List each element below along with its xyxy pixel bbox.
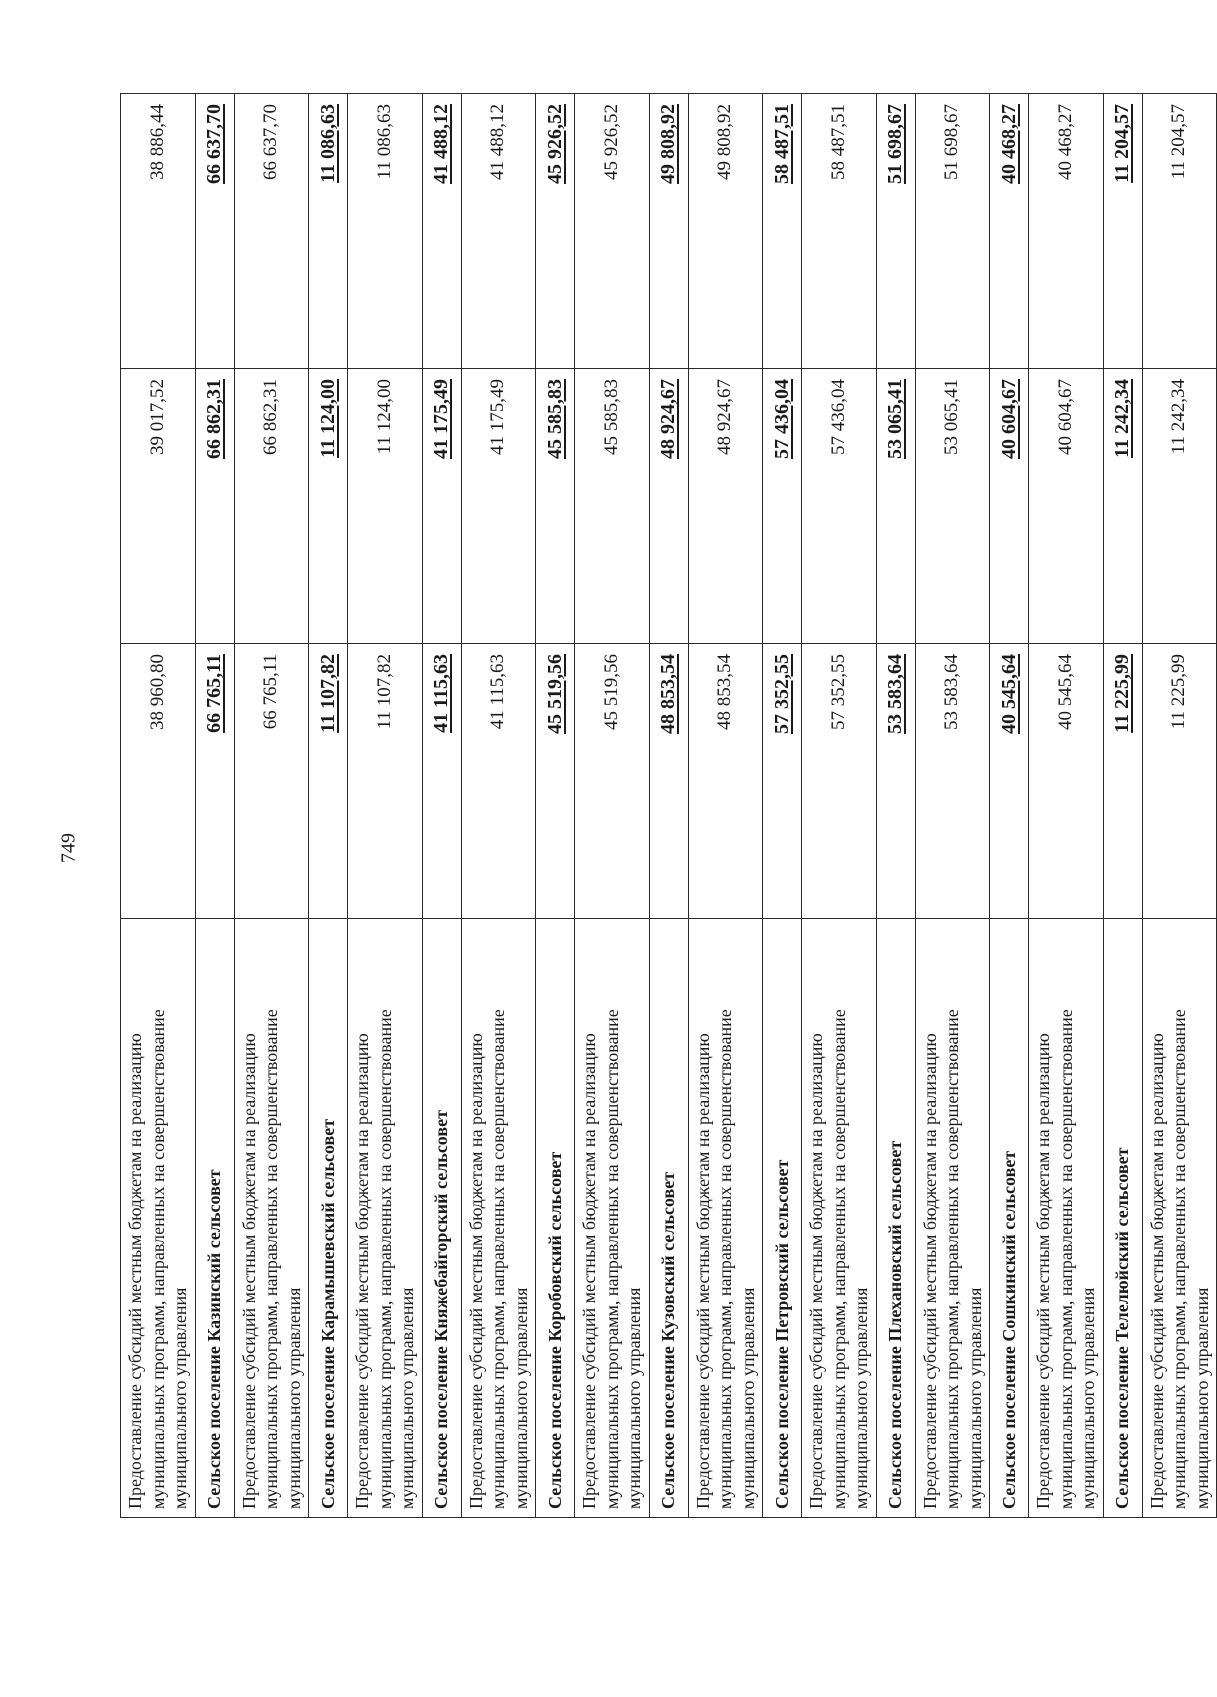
settlement-row	[536, 94, 575, 1518]
amount-year-2	[121, 369, 196, 644]
amount-value: 58 487,51	[770, 104, 793, 184]
amount-year-2	[348, 369, 423, 644]
amount-year-3	[536, 94, 575, 369]
amount-year-3	[1142, 94, 1217, 369]
amount-value: 51 698,67	[941, 104, 963, 180]
page-number: 749	[57, 833, 80, 863]
budget-table	[120, 93, 1217, 1518]
amount-value: 66 637,70	[203, 104, 225, 184]
budget-table-body	[121, 94, 1217, 1518]
settlement-name: Сельское поселение Коробовский сельсовет	[536, 919, 575, 1518]
amount-year-1	[915, 644, 990, 919]
amount-value: 45 519,56	[600, 654, 622, 730]
subsidy-row	[348, 94, 423, 1518]
amount-value: 38 886,44	[146, 104, 168, 180]
amount-year-1	[763, 644, 802, 919]
amount-value: 53 583,64	[884, 654, 906, 734]
subsidy-description: Предоставление субсидий местным бюджетам на реализацию муниципальных программ, направленных на совершенствование муниципального управления	[1029, 919, 1104, 1518]
amount-value: 41 488,12	[430, 104, 452, 184]
amount-value: 48 853,54	[714, 654, 736, 730]
amount-year-3	[121, 94, 196, 369]
amount-year-1	[121, 644, 196, 919]
amount-value: 40 545,64	[997, 654, 1020, 734]
amount-value: 11 107,82	[373, 654, 395, 730]
amount-year-1	[461, 644, 536, 919]
subsidy-row	[688, 94, 763, 1518]
amount-year-2	[876, 369, 915, 644]
amount-value: 11 225,99	[1111, 654, 1133, 733]
amount-year-1	[575, 644, 650, 919]
amount-year-2	[688, 369, 763, 644]
amount-value: 11 124,00	[316, 379, 339, 458]
amount-value: 48 924,67	[714, 379, 736, 455]
amount-year-1	[195, 644, 234, 919]
subsidy-description: Предоставление субсидий местным бюджетам на реализацию муниципальных программ, направленных на совершенствование муниципального управления	[348, 919, 423, 1518]
amount-value: 40 545,64	[1054, 654, 1076, 730]
amount-year-1	[688, 644, 763, 919]
amount-year-2	[802, 369, 877, 644]
amount-year-2	[649, 369, 688, 644]
subsidy-description: Предоставление субсидий местным бюджетам на реализацию муниципальных программ, направленных на совершенствование муниципального управления	[802, 919, 877, 1518]
amount-value: 39 017,52	[146, 379, 168, 455]
amount-year-3	[309, 94, 348, 369]
settlement-name: Сельское поселение Кузовский сельсовет	[649, 919, 688, 1518]
amount-value: 41 115,63	[487, 654, 509, 730]
amount-year-3	[234, 94, 309, 369]
subsidy-row	[802, 94, 877, 1518]
amount-value: 41 115,63	[430, 654, 452, 733]
amount-year-3	[763, 94, 802, 369]
amount-year-2	[234, 369, 309, 644]
amount-year-3	[1103, 94, 1142, 369]
amount-value: 11 225,99	[1168, 654, 1190, 730]
amount-value: 48 924,67	[657, 379, 679, 459]
amount-value: 38 960,80	[146, 654, 168, 730]
subsidy-row	[121, 94, 196, 1518]
amount-value: 40 604,67	[997, 379, 1020, 459]
amount-value: 45 926,52	[600, 104, 622, 180]
amount-value: 57 352,55	[827, 654, 849, 730]
amount-year-1	[649, 644, 688, 919]
subsidy-description: Предоставление субсидий местным бюджетам на реализацию муниципальных программ, направленных на совершенствование муниципального управления	[915, 919, 990, 1518]
amount-year-2	[990, 369, 1029, 644]
subsidy-row	[915, 94, 990, 1518]
subsidy-row	[234, 94, 309, 1518]
amount-value: 48 853,54	[657, 654, 679, 734]
subsidy-description: Предоставление субсидий местным бюджетам на реализацию муниципальных программ, направленных на совершенствование муниципального управления	[575, 919, 650, 1518]
amount-year-2	[461, 369, 536, 644]
settlement-name: Сельское поселение Карамышевский сельсовет	[309, 919, 348, 1518]
settlement-row	[876, 94, 915, 1518]
settlement-name: Сельское поселение Петровский сельсовет	[763, 919, 802, 1518]
settlement-name: Сельское поселение Княжебайгорский сельсовет	[422, 919, 461, 1518]
amount-year-1	[802, 644, 877, 919]
amount-value: 45 926,52	[543, 104, 566, 184]
subsidy-row	[575, 94, 650, 1518]
amount-year-2	[915, 369, 990, 644]
settlement-row	[990, 94, 1029, 1518]
amount-year-3	[688, 94, 763, 369]
amount-value: 57 352,55	[770, 654, 793, 734]
amount-year-3	[195, 94, 234, 369]
budget-table-frame	[120, 104, 1212, 1518]
subsidy-row	[1029, 94, 1104, 1518]
amount-value: 58 487,51	[827, 104, 849, 180]
settlement-row	[1103, 94, 1142, 1518]
amount-year-3	[915, 94, 990, 369]
amount-year-2	[309, 369, 348, 644]
amount-value: 53 065,41	[941, 379, 963, 455]
amount-year-2	[763, 369, 802, 644]
amount-value: 57 436,04	[770, 379, 793, 459]
subsidy-description: Предоставление субсидий местным бюджетам на реализацию муниципальных программ, направленных на совершенствование муниципального управления	[1142, 919, 1217, 1518]
settlement-name: Сельское поселение Плехановский сельсовет	[876, 919, 915, 1518]
amount-year-3	[461, 94, 536, 369]
settlement-row	[763, 94, 802, 1518]
amount-value: 41 488,12	[487, 104, 509, 180]
amount-value: 11 124,00	[373, 379, 395, 455]
amount-year-1	[309, 644, 348, 919]
amount-value: 40 468,27	[997, 104, 1020, 184]
subsidy-row	[1142, 94, 1217, 1518]
amount-year-2	[1142, 369, 1217, 644]
amount-year-3	[649, 94, 688, 369]
amount-year-2	[536, 369, 575, 644]
amount-year-3	[990, 94, 1029, 369]
settlement-name: Сельское поселение Казинский сельсовет	[195, 919, 234, 1518]
settlement-row	[422, 94, 461, 1518]
amount-year-3	[876, 94, 915, 369]
amount-year-2	[195, 369, 234, 644]
settlement-row	[195, 94, 234, 1518]
amount-value: 40 604,67	[1054, 379, 1076, 455]
amount-value: 45 585,83	[600, 379, 622, 455]
amount-year-3	[348, 94, 423, 369]
amount-value: 11 086,63	[373, 104, 395, 180]
rotated-page-area	[120, 104, 1212, 1518]
amount-year-1	[234, 644, 309, 919]
amount-value: 49 808,92	[657, 104, 679, 184]
subsidy-description: Предоставление субсидий местным бюджетам на реализацию муниципальных программ, направленных на совершенствование муниципального управления	[461, 919, 536, 1518]
settlement-name: Сельское поселение Сошкинский сельсовет	[990, 919, 1029, 1518]
amount-value: 11 204,57	[1168, 104, 1190, 180]
amount-value: 66 765,11	[203, 654, 225, 733]
amount-year-2	[575, 369, 650, 644]
amount-year-1	[348, 644, 423, 919]
amount-value: 51 698,67	[884, 104, 906, 184]
settlement-row	[309, 94, 348, 1518]
amount-value: 66 862,31	[260, 379, 282, 455]
amount-value: 49 808,92	[714, 104, 736, 180]
settlement-name: Сельское поселение Телелюйский сельсовет	[1103, 919, 1142, 1518]
amount-year-3	[1029, 94, 1104, 369]
amount-value: 40 468,27	[1054, 104, 1076, 180]
amount-year-1	[990, 644, 1029, 919]
amount-value: 11 204,57	[1111, 104, 1133, 183]
amount-value: 11 242,34	[1111, 379, 1133, 458]
subsidy-description: Предоставление субсидий местным бюджетам на реализацию муниципальных программ, направленных на совершенствование муниципального управления	[688, 919, 763, 1518]
amount-year-2	[1103, 369, 1142, 644]
amount-year-3	[802, 94, 877, 369]
amount-value: 45 585,83	[543, 379, 566, 459]
amount-value: 11 107,82	[316, 654, 339, 733]
amount-year-2	[1029, 369, 1104, 644]
amount-year-1	[536, 644, 575, 919]
amount-value: 45 519,56	[543, 654, 566, 734]
settlement-row	[649, 94, 688, 1518]
amount-value: 11 242,34	[1168, 379, 1190, 455]
amount-value: 41 175,49	[487, 379, 509, 455]
amount-value: 41 175,49	[430, 379, 452, 459]
amount-value: 53 583,64	[941, 654, 963, 730]
amount-value: 11 086,63	[316, 104, 339, 183]
amount-year-3	[575, 94, 650, 369]
amount-year-3	[422, 94, 461, 369]
amount-year-1	[876, 644, 915, 919]
subsidy-description: Предоставление субсидий местным бюджетам на реализацию муниципальных программ, направленных на совершенствование муниципального управления	[234, 919, 309, 1518]
amount-value: 66 765,11	[260, 654, 282, 730]
amount-year-1	[1103, 644, 1142, 919]
amount-year-1	[1142, 644, 1217, 919]
amount-value: 66 862,31	[203, 379, 225, 459]
amount-year-1	[422, 644, 461, 919]
amount-year-2	[422, 369, 461, 644]
amount-value: 66 637,70	[260, 104, 282, 180]
amount-value: 57 436,04	[827, 379, 849, 455]
amount-year-1	[1029, 644, 1104, 919]
amount-value: 53 065,41	[884, 379, 906, 459]
subsidy-row	[461, 94, 536, 1518]
subsidy-description: Предоставление субсидий местным бюджетам на реализацию муниципальных программ, направленных на совершенствование муниципального управления	[121, 919, 196, 1518]
